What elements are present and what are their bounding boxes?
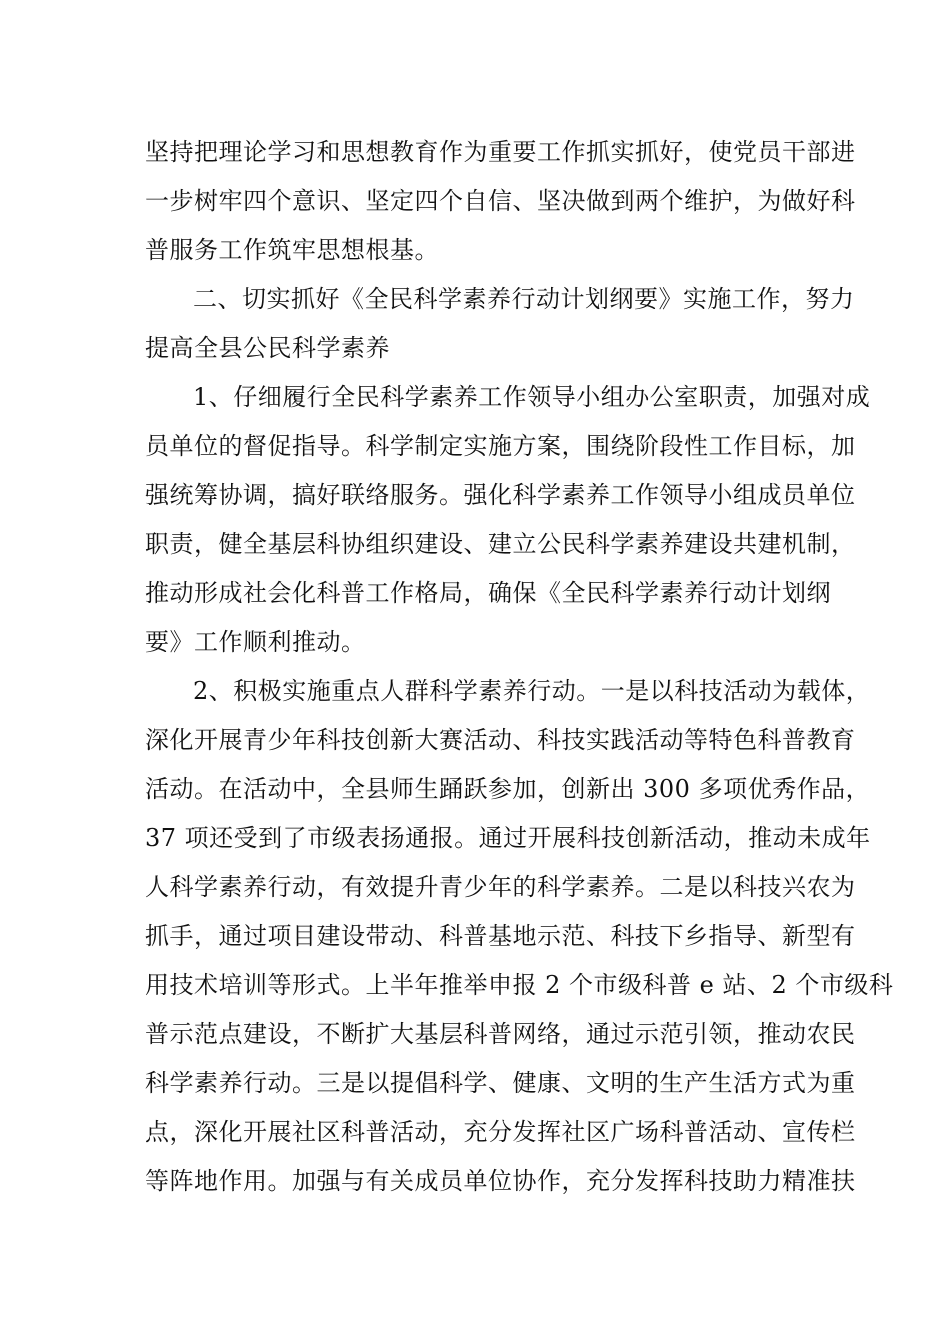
text-line: 强统筹协调，搞好联络服务。强化科学素养工作领导小组成员单位 [145,481,856,509]
text-line: 用技术培训等形式。上半年推举申报 2 个市级科普 e 站、2 个市级科 [145,971,894,999]
text-line: 点，深化开展社区科普活动，充分发挥社区广场科普活动、宣传栏 [145,1118,856,1146]
text-line: 人科学素养行动，有效提升青少年的科学素养。二是以科技兴农为 [145,873,856,901]
text-line: 普服务工作筑牢思想根基。 [145,236,439,264]
text-line: 抓手，通过项目建设带动、科普基地示范、科技下乡指导、新型有 [145,922,856,950]
text-line: 职责，健全基层科协组织建设、建立公民科学素养建设共建机制， [145,530,856,558]
text-line: 要》工作顺利推动。 [145,628,366,656]
section-heading-line: 二、切实抓好《全民科学素养行动计划纲要》实施工作，努力 [193,285,855,313]
text-line: 科学素养行动。三是以提倡科学、健康、文明的生产生活方式为重 [145,1069,856,1097]
text-line: 推动形成社会化科普工作格局，确保《全民科学素养行动计划纲 [145,579,831,607]
text-line: 一步树牢四个意识、坚定四个自信、坚决做到两个维护，为做好科 [145,187,856,215]
text-line: 活动。在活动中，全县师生踊跃参加，创新出 300 多项优秀作品， [145,775,871,803]
text-line: 深化开展青少年科技创新大赛活动、科技实践活动等特色科普教育 [145,726,856,754]
text-line: 37 项还受到了市级表扬通报。通过开展科技创新活动，推动未成年 [145,824,871,852]
text-line: 员单位的督促指导。科学制定实施方案，围绕阶段性工作目标，加 [145,432,856,460]
section-heading-line: 提高全县公民科学素养 [145,334,390,362]
text-line: 2、积极实施重点人群科学素养行动。一是以科技活动为载体， [193,677,871,705]
text-line: 等阵地作用。加强与有关成员单位协作，充分发挥科技助力精准扶 [145,1167,856,1195]
text-line: 普示范点建设，不断扩大基层科普网络，通过示范引领，推动农民 [145,1020,856,1048]
text-line: 坚持把理论学习和思想教育作为重要工作抓实抓好，使党员干部进 [145,138,856,166]
text-line: 1、仔细履行全民科学素养工作领导小组办公室职责，加强对成 [193,383,871,411]
